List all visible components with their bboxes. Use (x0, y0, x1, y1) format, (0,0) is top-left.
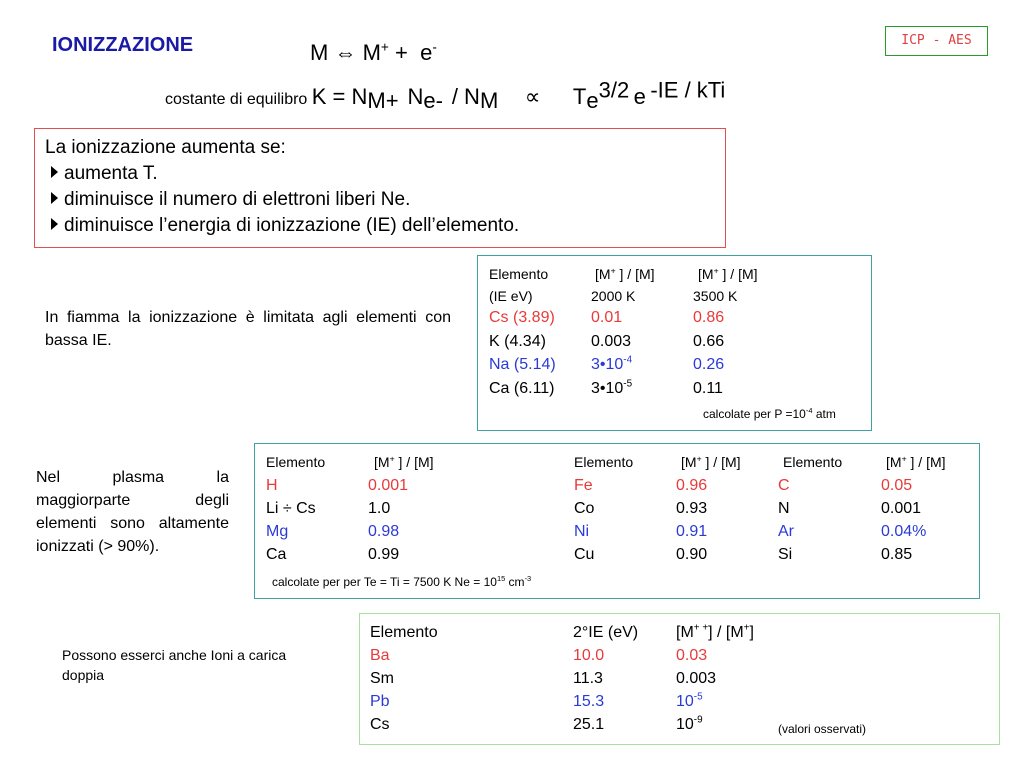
t3-note: (valori osservati) (778, 722, 867, 736)
condition-item (45, 187, 715, 213)
eq2-k: K = N (311, 84, 368, 109)
section-tag: ICP - AES (885, 26, 988, 56)
t3-row-element: Pb (370, 693, 390, 710)
eq-e: e (420, 40, 433, 65)
t1-row-2000: $3•10^{-5}$ (591, 378, 633, 397)
eq-plus: + (395, 40, 408, 65)
t3-header-element: Elemento (370, 624, 438, 641)
eq2-ne: N (407, 84, 424, 109)
eq2-proportional: ∝ (524, 84, 541, 109)
t2-row-element: Ni (574, 523, 590, 540)
t2-row-element: H (266, 477, 278, 494)
t3-row-ie: 11.3 (573, 670, 603, 687)
eq2-ne-sub: e- (423, 88, 443, 114)
t2-row-value: 0.96 (676, 477, 708, 494)
t1-row-3500: 0.26 (693, 356, 725, 373)
t3-header-ie: 2°IE (eV) (573, 624, 639, 641)
t2-row-value: 0.04% (881, 523, 927, 540)
eq2-k-sub: M+ (367, 88, 399, 114)
t1-row-element: Na (5.14) (489, 356, 556, 373)
t1-header-2000: [M+ ] / [M] (595, 265, 655, 282)
t2-header-ratio: [M+ ] / [M] (681, 453, 741, 470)
page-title: IONIZZAZIONE (52, 34, 194, 56)
t2-header-element: Elemento (783, 454, 843, 470)
t2-row-value: 1.0 (368, 500, 391, 517)
arrow-bullet-icon (51, 218, 58, 230)
ionization-conditions-box (34, 128, 726, 248)
t2-row-element: Cu (574, 546, 595, 563)
double-charge-paragraph: Possono esserci anche Ioni a carica doppia (62, 647, 287, 683)
t1-row-2000: 0.003 (591, 333, 632, 350)
t1-row-3500: 0.11 (693, 380, 723, 397)
t3-row-ie: 10.0 (573, 647, 605, 664)
t2-header-ratio: [M+ ] / [M] (886, 453, 946, 470)
t2-header-ratio: [M+ ] / [M] (374, 453, 434, 470)
t1-row-2000: $3•10^{-4}$ (591, 354, 633, 373)
t2-row-element: Ca (266, 546, 287, 563)
eq2-exp-sup: -IE / kTi (650, 77, 726, 103)
t3-row-ratio: $10^{-5}$ (676, 691, 703, 710)
t1-row-element: Ca (6.11) (489, 380, 555, 397)
t3-row-ratio: $10^{-9}$ (676, 714, 703, 733)
t1-note: calcolate per $P =10^{-4}$ atm (703, 406, 836, 421)
plasma-paragraph: Nel plasma la maggiorparte degli elementi sono altamente ionizzati (> 90%). (36, 469, 229, 555)
condition-item (45, 213, 715, 239)
flame-ionization-table (477, 255, 872, 431)
t2-row-element: Li ÷ Cs (266, 500, 316, 517)
t2-row-element: Mg (266, 523, 289, 540)
t2-row-value: 0.91 (676, 523, 708, 540)
eq-e-sup: - (432, 39, 437, 55)
t2-note: calcolate per per Te = Ti = 7500 K $Ne = 10^{15}$ $cm^{-3}$ (272, 574, 532, 589)
eq-m: M (310, 40, 329, 65)
t3-header-ratio: [M+ +] / [M+] (676, 622, 754, 641)
t2-header-element: Elemento (266, 454, 326, 470)
eq2-exp: e (633, 84, 646, 109)
t2-row-value: 0.99 (368, 546, 400, 563)
arrow-bullet-icon (51, 192, 58, 204)
eq2-te: T (572, 84, 587, 109)
t1-header-element: Elemento (489, 266, 549, 282)
t2-header-element: Elemento (574, 454, 634, 470)
eq-m-plus: M (362, 40, 381, 65)
t3-row-ie: 15.3 (573, 693, 605, 710)
t1-row-3500: 0.86 (693, 309, 725, 326)
eq-arrow: ⇔ (334, 40, 357, 65)
t2-row-value: 0.85 (881, 546, 913, 563)
condition-text: diminuisce l’energia di ionizzazione (IE) dell’elemento. (64, 215, 520, 236)
double-charge-table (359, 613, 1000, 745)
t2-row-value: 0.90 (676, 546, 708, 563)
ionization-equation (310, 40, 437, 66)
t1-header-3500-temp: 3500 K (693, 288, 738, 304)
t2-row-value: 0.001 (881, 500, 922, 517)
eq2-te-sub: e (586, 88, 599, 114)
plasma-ionization-table (254, 443, 980, 599)
eq2-te-sup: 3/2 (598, 77, 630, 103)
equilibrium-constant (165, 77, 726, 114)
eq2-nm: / N (451, 84, 480, 109)
t2-row-element: Si (778, 546, 793, 563)
condition-item (45, 161, 715, 187)
t3-row-element: Ba (370, 647, 390, 664)
t2-row-value: 0.05 (881, 477, 913, 494)
t1-row-element: K (4.34) (489, 333, 546, 350)
condition-text: diminuisce il numero di elettroni liberi Ne. (64, 189, 411, 210)
t1-header-2000-temp: 2000 K (591, 288, 636, 304)
arrow-bullet-icon (51, 166, 58, 178)
t2-row-element: Co (574, 500, 595, 517)
conditions-heading: La ionizzazione aumenta se: (45, 137, 286, 158)
condition-text: aumenta T. (64, 163, 158, 184)
t1-row-3500: 0.66 (693, 333, 725, 350)
t2-row-value: 0.001 (368, 477, 409, 494)
t3-row-element: Sm (370, 670, 394, 687)
t1-row-element: Cs (3.89) (489, 309, 555, 326)
t2-row-element: C (778, 477, 790, 494)
t2-row-element: N (778, 500, 790, 517)
eq-m-plus-sup: + (380, 39, 389, 55)
t3-row-ie: 25.1 (573, 716, 605, 733)
t1-header-ie: (IE eV) (489, 288, 533, 304)
eq2-nm-sub: M (479, 88, 499, 114)
t3-row-ratio: 0.03 (676, 647, 708, 664)
t2-row-element: Fe (574, 477, 593, 494)
flame-paragraph: In fiamma la ionizzazione è limitata agli elementi con bassa IE. (45, 309, 451, 349)
t2-row-element: Ar (778, 523, 794, 540)
t2-row-value: 0.98 (368, 523, 400, 540)
t2-row-value: 0.93 (676, 500, 708, 517)
t3-row-ratio: 0.003 (676, 670, 717, 687)
t1-header-3500: [M+ ] / [M] (698, 265, 758, 282)
t1-row-2000: 0.01 (591, 309, 623, 326)
t3-row-element: Cs (370, 716, 390, 733)
eq2-label: costante di equilibro (165, 91, 308, 108)
